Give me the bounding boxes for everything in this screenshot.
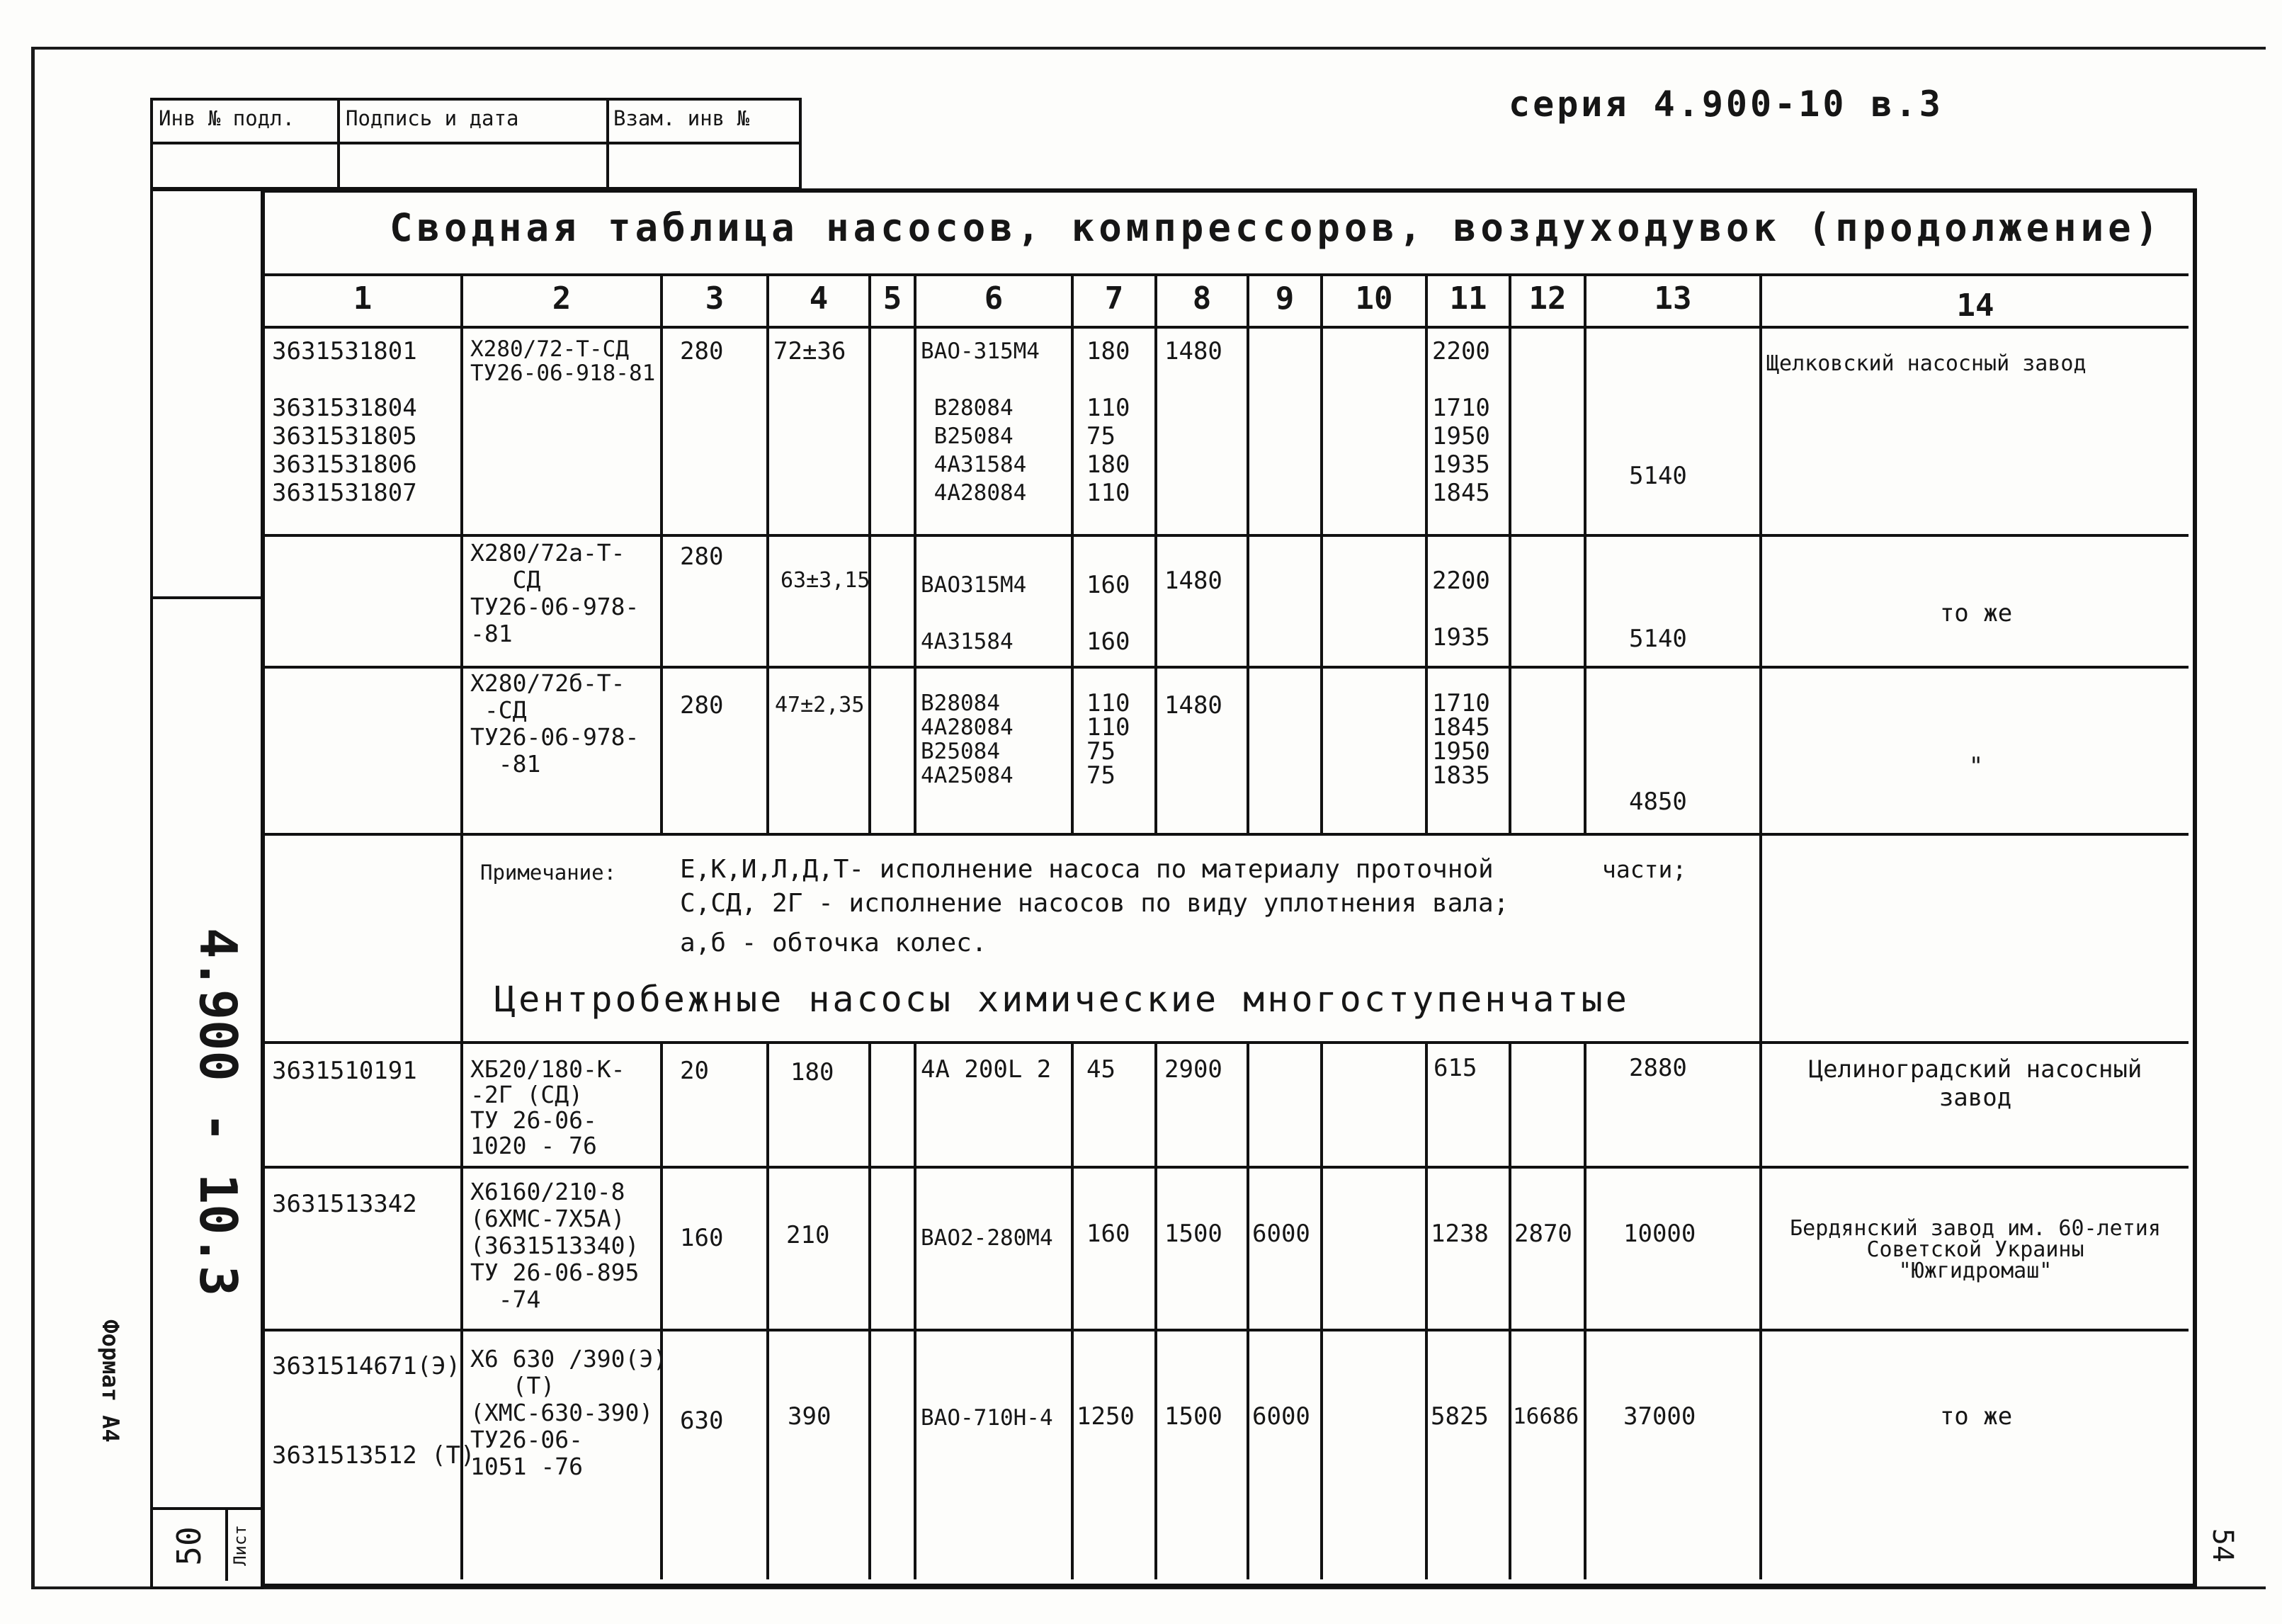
sheet-label: Лист — [230, 1525, 250, 1566]
col-header-14: 14 — [1956, 288, 1994, 324]
side-margin — [150, 188, 263, 1589]
table-title: Сводная таблица насосов, компрессоров, воздуходувок (продолжение) — [390, 205, 2163, 250]
row2-power: 160 160 — [1086, 571, 1130, 656]
row6-total-mass: 16686 — [1513, 1404, 1579, 1429]
row1-power: 180 110 75 180 110 — [1086, 337, 1130, 507]
notes-line1-tail: части; — [1602, 856, 1687, 883]
row4-price: 2880 — [1629, 1054, 1687, 1082]
col-header-8: 8 — [1192, 280, 1212, 317]
row3-rpm: 1480 — [1164, 691, 1222, 720]
notes-label: Примечание: — [480, 861, 617, 885]
row4-code: 3631510191 — [272, 1057, 417, 1085]
series-label: серия 4.900-10 в.3 — [1509, 84, 1943, 125]
row5-power: 160 — [1086, 1220, 1130, 1248]
row6-mass: 5825 — [1431, 1402, 1489, 1431]
row4-motor: 4А 200L 2 — [921, 1055, 1052, 1084]
row1-code: 3631531801 3631531804 3631531805 3631531806 3631531807 — [272, 337, 417, 507]
row6-motor: ВАО-710Н-4 — [921, 1405, 1053, 1431]
row5-noise: 6000 — [1252, 1220, 1310, 1248]
row2-rpm: 1480 — [1164, 567, 1222, 595]
row1-motor: ВАО-315М4 В28084 В25084 4А31584 4А28084 — [921, 339, 1040, 506]
row4-rpm: 2900 — [1164, 1055, 1222, 1084]
row2-flow: 280 — [680, 543, 724, 571]
sheet-number: 50 — [170, 1526, 208, 1566]
col-header-6: 6 — [984, 280, 1004, 317]
row5-model: Х6160/210-8 (6ХМС-7Х5А) (3631513340) ТУ 26-06-895 -74 — [470, 1178, 640, 1313]
row5-mass: 1238 — [1431, 1220, 1489, 1248]
row6-rpm: 1500 — [1164, 1402, 1222, 1431]
document-number: 4.900 - 10.3 — [188, 928, 248, 1297]
row1-flow: 280 — [680, 337, 724, 365]
approval-stamp — [150, 98, 802, 190]
col-header-2: 2 — [552, 280, 572, 317]
row3-manufacturer: " — [1968, 752, 1984, 780]
row5-code: 3631513342 — [272, 1190, 417, 1218]
row6-manufacturer: то же — [1939, 1402, 2013, 1431]
row1-price: 5140 — [1629, 462, 1687, 490]
col-header-4: 4 — [809, 280, 829, 317]
row4-flow: 20 — [680, 1057, 709, 1085]
stamp-inv-label: Инв № подл. — [159, 106, 295, 130]
col-header-11: 11 — [1449, 280, 1487, 317]
stamp-replace-label: Взам. инв № — [613, 106, 750, 130]
row5-rpm: 1500 — [1164, 1220, 1222, 1248]
row2-mass: 2200 1935 — [1432, 567, 1490, 652]
col-header-1: 1 — [353, 280, 373, 317]
row5-price: 10000 — [1623, 1220, 1696, 1248]
row3-model: Х280/72б-Т- -СД ТУ26-06-978- -81 — [470, 669, 640, 778]
row3-price: 4850 — [1629, 788, 1687, 816]
stamp-sign-label: Подпись и дата — [346, 106, 519, 130]
row1-mass: 2200 1710 1950 1935 1845 — [1432, 337, 1490, 507]
row4-model: ХБ20/180-К- -2Г (СД) ТУ 26-06- 1020 - 76 — [470, 1055, 625, 1159]
col-header-7: 7 — [1104, 280, 1124, 317]
row3-power: 110 110 75 75 — [1086, 689, 1130, 790]
col-header-9: 9 — [1275, 280, 1295, 317]
row5-flow: 160 — [680, 1224, 724, 1252]
row4-power: 45 — [1086, 1055, 1116, 1084]
row2-head: 63±3,15 — [780, 568, 870, 593]
row2-manufacturer: то же — [1939, 599, 2013, 628]
row3-flow: 280 — [680, 691, 724, 720]
row1-model: Х280/72-Т-СД ТУ26-06-918-81 — [470, 336, 656, 386]
row6-code: 3631514671(Э) 3631513512 (Т) — [272, 1352, 475, 1470]
col-header-13: 13 — [1654, 280, 1692, 317]
row3-motor: В28084 4А28084 В25084 4А25084 — [921, 691, 1014, 788]
format-label: Формат А4 — [97, 1319, 124, 1443]
col-header-10: 10 — [1355, 280, 1393, 317]
row4-manufacturer: Целиноградский насосный завод — [1808, 1055, 2142, 1112]
row3-mass: 1710 1845 1950 1835 — [1432, 689, 1490, 790]
page-corner-number: 54 — [2206, 1528, 2239, 1563]
row5-head: 210 — [786, 1221, 830, 1249]
row6-flow: 630 — [680, 1407, 724, 1435]
col-header-12: 12 — [1528, 280, 1567, 317]
notes-line3: а,б - обточка колес. — [680, 929, 987, 958]
row6-noise: 6000 — [1252, 1402, 1310, 1431]
row2-price: 5140 — [1629, 625, 1687, 653]
row6-model: Х6 630 /390(Э) (Т) (ХМС-630-390) ТУ26-06- 1051 -76 — [470, 1345, 668, 1480]
row6-head: 390 — [788, 1402, 831, 1431]
col-header-3: 3 — [705, 280, 725, 317]
row6-power: 1250 — [1077, 1402, 1135, 1431]
row6-price: 37000 — [1623, 1402, 1696, 1431]
row5-total-mass: 2870 — [1514, 1220, 1572, 1248]
subheading: Центробежные насосы химические многоступенчатые — [494, 979, 1630, 1020]
row1-rpm: 1480 — [1164, 337, 1222, 365]
row5-motor: ВАО2-280М4 — [921, 1225, 1053, 1251]
notes-line1: Е,К,И,Л,Д,Т- исполнение насоса по материалу проточной — [680, 855, 1494, 884]
row1-head: 72±36 — [773, 337, 846, 365]
row1-manufacturer: Щелковский насосный завод — [1766, 351, 2087, 376]
row3-head: 47±2,35 — [775, 693, 865, 717]
row2-model: Х280/72а-Т- СД ТУ26-06-978- -81 — [470, 539, 640, 647]
notes-line2: С,СД, 2Г - исполнение насосов по виду уплотнения вала; — [680, 889, 1509, 918]
row4-head: 180 — [790, 1058, 834, 1086]
col-header-5: 5 — [882, 280, 902, 317]
row5-manufacturer: Бердянский завод им. 60-летия Советской Украины "Южгидромаш" — [1790, 1216, 2161, 1283]
row4-mass: 615 — [1434, 1054, 1477, 1082]
row2-motor: ВАО315М4 4А31584 — [921, 572, 1027, 654]
top-border — [31, 47, 2262, 50]
